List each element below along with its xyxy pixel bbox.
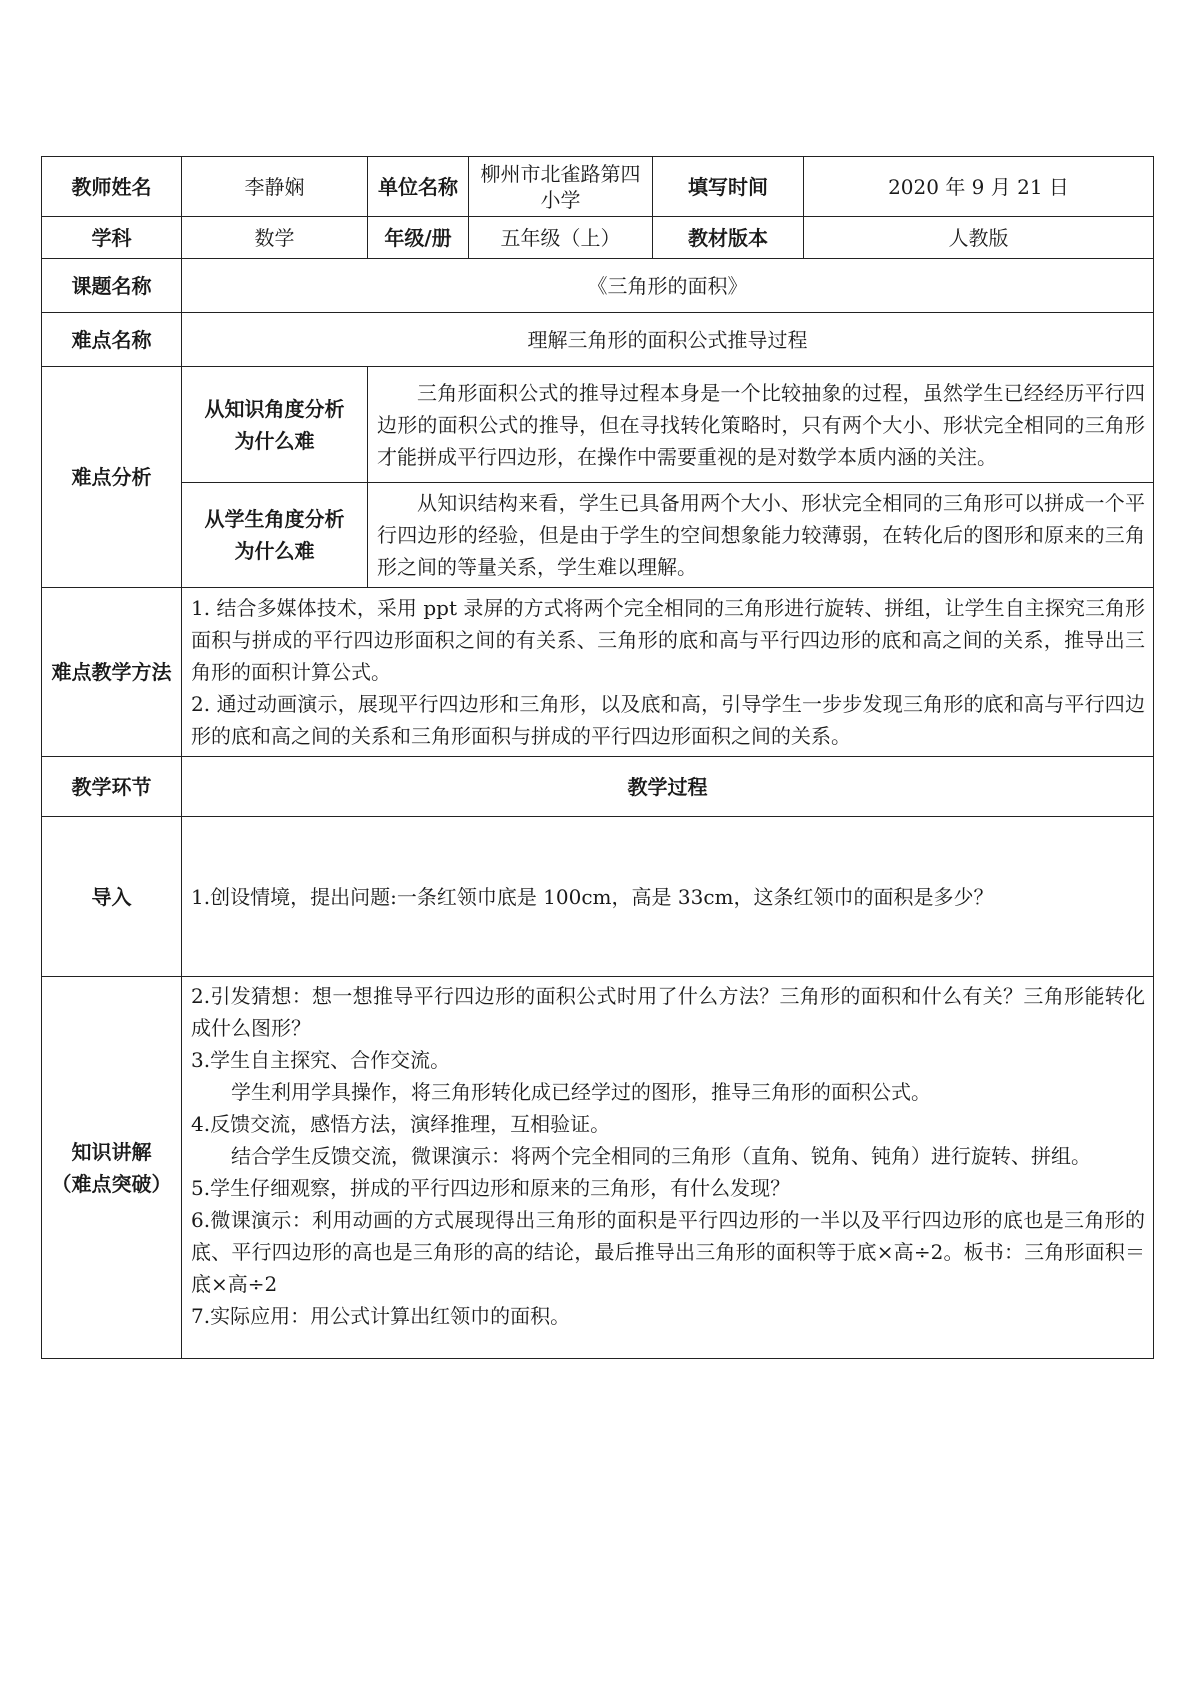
teacher-value: 李静娴 <box>182 157 368 217</box>
stage-header: 教学环节 <box>42 757 182 817</box>
unit-value: 柳州市北雀路第四小学 <box>469 157 653 217</box>
topic-value: 《三角形的面积》 <box>182 259 1154 313</box>
lesson-table <box>41 156 1154 1359</box>
info-row-2 <box>42 217 1154 259</box>
explain-text <box>182 977 1154 1359</box>
explain-line-8: 7.实际应用：用公式计算出红领巾的面积。 <box>191 1304 571 1328</box>
explain-line-2: 3.学生自主探究、合作交流。 <box>191 1048 451 1072</box>
intro-label: 导入 <box>42 817 182 977</box>
method-row <box>42 588 1154 757</box>
student-angle-label: 从学生角度分析为什么难 <box>182 483 368 588</box>
date-value: 2020 年 9 月 21 日 <box>804 157 1154 217</box>
subject-value: 数学 <box>182 217 368 259</box>
difficulty-row <box>42 313 1154 367</box>
intro-text: 1.创设情境，提出问题:一条红领巾底是 100cm，高是 33cm，这条红领巾的面积是多少？ <box>182 817 1154 977</box>
explain-line-4: 4.反馈交流，感悟方法，演绎推理，互相验证。 <box>191 1112 611 1136</box>
explain-label-sub: （难点突破） <box>51 1171 172 1196</box>
analysis-row-student <box>42 483 1154 588</box>
analysis-label: 难点分析 <box>42 367 182 588</box>
intro-row <box>42 817 1154 977</box>
info-row-1 <box>42 157 1154 217</box>
explain-label-main: 知识讲解 <box>71 1139 152 1164</box>
topic-label: 课题名称 <box>42 259 182 313</box>
method-item-2: 2. 通过动画演示，展现平行四边形和三角形，以及底和高，引导学生一步步发现三角形的底和高与平行四边形的底和高之间的关系和三角形面积与拼成的平行四边形面积之间的关系。 <box>191 692 1145 748</box>
difficulty-value: 理解三角形的面积公式推导过程 <box>182 313 1154 367</box>
date-label: 填写时间 <box>653 157 804 217</box>
subject-label: 学科 <box>42 217 182 259</box>
explain-row <box>42 977 1154 1359</box>
method-label: 难点教学方法 <box>42 588 182 757</box>
process-header-row <box>42 757 1154 817</box>
method-item-1: 1. 结合多媒体技术，采用 ppt 录屏的方式将两个完全相同的三角形进行旋转、拼组，让学生自主探究三角形面积与拼成的平行四边形面积之间的有关系、三角形的底和高与平行四边形的底和高之间的关系，推导出三角形的面积计算公式。 <box>191 596 1145 684</box>
teacher-label: 教师姓名 <box>42 157 182 217</box>
explain-label <box>42 977 182 1359</box>
topic-row <box>42 259 1154 313</box>
knowledge-angle-text: 三角形面积公式的推导过程本身是一个比较抽象的过程，虽然学生已经经历平行四边形的面积公式的推导，但在寻找转化策略时，只有两个大小、形状完全相同的三角形才能拼成平行四边形，在操作中需要重视的是对数学本质内涵的关注。 <box>368 367 1154 483</box>
edition-value: 人教版 <box>804 217 1154 259</box>
method-text <box>182 588 1154 757</box>
explain-line-5: 结合学生反馈交流，微课演示：将两个完全相同的三角形（直角、锐角、钝角）进行旋转、拼组。 <box>231 1144 1091 1168</box>
explain-line-1: 2.引发猜想：想一想推导平行四边形的面积公式时用了什么方法？三角形的面积和什么有关？三角形能转化成什么图形？ <box>191 984 1145 1040</box>
knowledge-angle-label: 从知识角度分析为什么难 <box>182 367 368 483</box>
unit-label: 单位名称 <box>368 157 469 217</box>
edition-label: 教材版本 <box>653 217 804 259</box>
explain-line-7: 6.微课演示：利用动画的方式展现得出三角形的面积是平行四边形的一半以及平行四边形的底也是三角形的底、平行四边形的高也是三角形的高的结论，最后推导出三角形的面积等于底×高÷2。板书：三角形面积＝底×高÷2 <box>191 1208 1145 1296</box>
grade-label: 年级/册 <box>368 217 469 259</box>
explain-line-3: 学生利用学具操作，将三角形转化成已经学过的图形，推导三角形的面积公式。 <box>231 1080 931 1104</box>
student-angle-text: 从知识结构来看，学生已具备用两个大小、形状完全相同的三角形可以拼成一个平行四边形的经验，但是由于学生的空间想象能力较薄弱，在转化后的图形和原来的三角形之间的等量关系，学生难以理解。 <box>368 483 1154 588</box>
explain-line-6: 5.学生仔细观察，拼成的平行四边形和原来的三角形，有什么发现？ <box>191 1176 791 1200</box>
analysis-row-knowledge <box>42 367 1154 483</box>
grade-value: 五年级（上） <box>469 217 653 259</box>
process-header: 教学过程 <box>182 757 1154 817</box>
difficulty-label: 难点名称 <box>42 313 182 367</box>
